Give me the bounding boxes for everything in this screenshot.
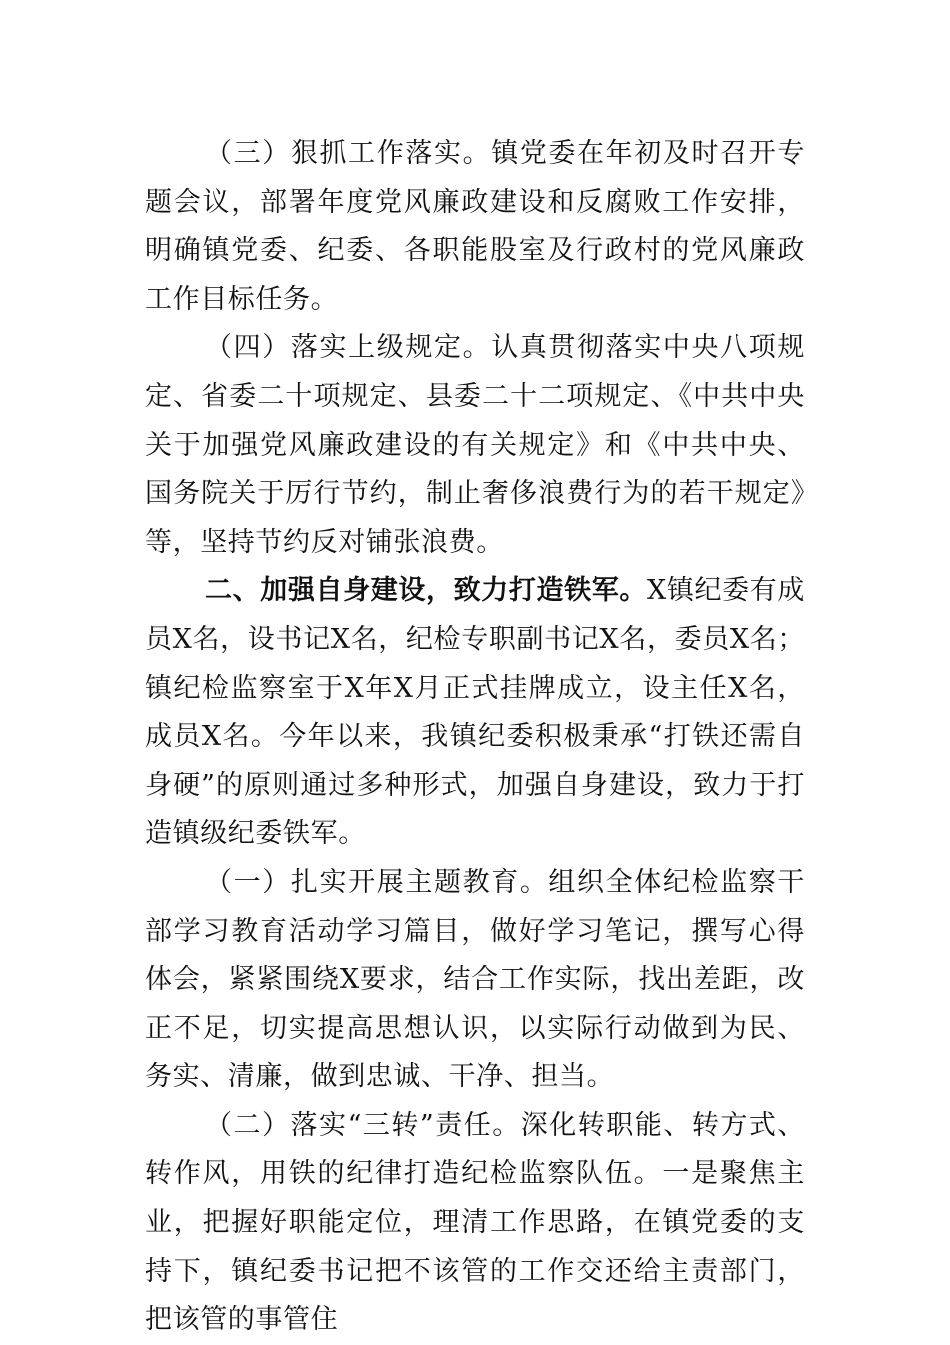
document-page: [145, 130, 805, 1345]
paragraph-text: （二）落实“三转”责任。深化转职能、转方式、转作风，用铁的纪律打造纪检监察队伍。一是聚焦主业，把握好职能定位，理清工作思路，在镇党委的支持下，镇纪委书记把不该管的工作交还给主责部门，把该管的事管住: [145, 1109, 805, 1336]
paragraph-text: （三）狠抓工作落实。镇党委在年初及时召开专题会议，部署年度党风廉政建设和反腐败工作安排，明确镇党委、纪委、各职能股室及行政村的党风廉政工作目标任务。: [145, 138, 805, 315]
paragraph-text: （一）扎实开展主题教育。组织全体纪检监察干部学习教育活动学习篇目，做好学习笔记，撰写心得体会，紧紧围绕X要求，结合工作实际，找出差距，改正不足，切实提高思想认识，以实际行动做到为民、务实、清廉，做到忠诚、干净、担当。: [145, 866, 805, 1093]
paragraph-three-transformations: [145, 1102, 805, 1345]
paragraph-theme-education: [145, 859, 805, 1102]
paragraph-self-building: [145, 567, 805, 859]
paragraph-text: X镇纪委有成员X名，设书记X名，纪检专职副书记X名，委员X名；镇纪检监察室于X年X月正式挂牌成立，设主任X名，成员X名。今年以来，我镇纪委积极秉承“打铁还需自身硬”的原则通过多种形式，加强自身建设，致力于打造镇级纪委铁军。: [145, 575, 805, 850]
section-heading: 二、加强自身建设，致力打造铁军。: [205, 575, 648, 607]
paragraph-work-implementation: [145, 130, 805, 324]
paragraph-text: （四）落实上级规定。认真贯彻落实中央八项规定、省委二十项规定、县委二十二项规定、《中共中央关于加强党风廉政建设的有关规定》和《中共中央、国务院关于厉行节约，制止奢侈浪费行为的若干规定》等，坚持节约反对铺张浪费。: [145, 332, 805, 558]
paragraph-superior-regulations: [145, 324, 805, 567]
